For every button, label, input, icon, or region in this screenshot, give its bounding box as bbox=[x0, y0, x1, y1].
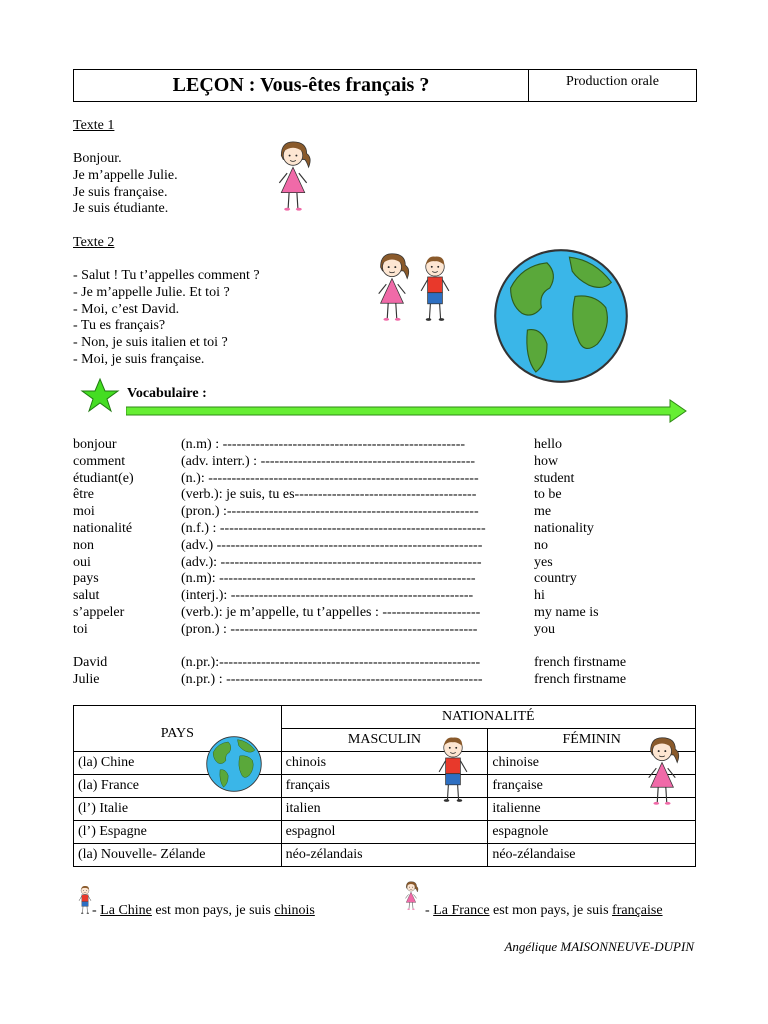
vocab-row: étudiant(e) (n.): ---------------------------------------------------------- student bbox=[73, 470, 575, 486]
column-header-pays: PAYS bbox=[74, 706, 282, 752]
vocab-row: moi (pron.) :------------------------------------------------------ me bbox=[73, 504, 552, 520]
table-row: (la) France français française bbox=[74, 775, 696, 798]
author-signature: Angélique MAISONNEUVE-DUPIN bbox=[504, 939, 694, 954]
column-header-nationalite: NATIONALITÉ bbox=[281, 706, 695, 729]
star-icon bbox=[80, 377, 120, 413]
girl-icon bbox=[402, 880, 420, 912]
boy-icon bbox=[77, 884, 93, 916]
girl-illustration bbox=[370, 250, 414, 326]
vocab-row: salut (interj.): ---------------------------------------------------- hi bbox=[73, 588, 545, 604]
texte1-line: Bonjour. bbox=[73, 151, 122, 166]
vocabulaire-heading: Vocabulaire : bbox=[127, 386, 207, 401]
vocab-row: oui (adv.): -------------------------------------------------------- yes bbox=[73, 554, 553, 570]
vocab-row: s’appeler (verb.): je m’appelle, tu t’appelles : --------------------- my name is bbox=[73, 604, 599, 620]
vocabulary-list bbox=[73, 437, 693, 689]
lesson-type-label: Production orale bbox=[566, 74, 659, 89]
table-header-row bbox=[74, 706, 696, 729]
arrow-icon bbox=[126, 399, 688, 423]
vocab-spacer bbox=[73, 639, 693, 656]
globe-illustration bbox=[491, 246, 631, 386]
table-row: (l’) Italie italien italienne bbox=[74, 798, 696, 821]
nationality-table bbox=[73, 705, 696, 867]
vocab-row: comment (adv. interr.) : ---------------------------------------------- how bbox=[73, 453, 559, 469]
boy-illustration bbox=[414, 252, 456, 326]
texte2-dialogue bbox=[73, 268, 260, 369]
vocab-row: non (adv.) --------------------------------------------------------- no bbox=[73, 537, 548, 553]
example-sentence-left: - La Chine est mon pays, je suis chinois bbox=[92, 903, 315, 918]
example-sentence-right: - La France est mon pays, je suis française bbox=[425, 903, 663, 918]
texte1-body bbox=[73, 151, 178, 218]
dialogue-line: - Moi, c’est David. bbox=[73, 301, 180, 317]
vocab-row: pays (n.m): ------------------------------------------------------- country bbox=[73, 571, 577, 587]
dialogue-line: - Non, je suis italien et toi ? bbox=[73, 335, 228, 351]
vocab-row: être (verb.): je suis, tu es--------------------------------------- to be bbox=[73, 487, 562, 503]
vocab-row: bonjour (n.m) : ---------------------------------------------------- hello bbox=[73, 437, 562, 452]
boy-illustration bbox=[432, 733, 474, 807]
dialogue-line: - Moi, je suis française. bbox=[73, 351, 205, 367]
column-header-masculin: MASCULIN bbox=[281, 729, 488, 752]
girl-illustration bbox=[640, 734, 684, 810]
texte1-line: Je suis étudiante. bbox=[73, 201, 169, 217]
vocab-row: toi (pron.) : ----------------------------------------------------- you bbox=[73, 621, 555, 637]
column-header-feminin: FÉMININ bbox=[488, 729, 696, 752]
globe-illustration bbox=[202, 735, 266, 793]
vocab-name-row: David (n.pr.):-------------------------------------------------------- french firstname bbox=[73, 655, 627, 671]
girl-illustration bbox=[271, 138, 315, 216]
dialogue-line: - Salut ! Tu t’appelles comment ? bbox=[73, 268, 260, 283]
table-row: (la) Nouvelle- Zélande néo-zélandais néo-zélandaise bbox=[74, 844, 696, 867]
texte1-heading: Texte 1 bbox=[73, 118, 115, 133]
table-row: (la) Chine chinois chinoise bbox=[74, 752, 696, 775]
vocab-row: nationalité (n.f.) : --------------------------------------------------------- nationality bbox=[73, 520, 594, 536]
texte1-line: Je m’appelle Julie. bbox=[73, 167, 178, 183]
lesson-title: LEÇON : Vous-êtes français ? bbox=[74, 70, 529, 101]
dialogue-line: - Tu es français? bbox=[73, 318, 166, 334]
dialogue-line: - Je m’appelle Julie. Et toi ? bbox=[73, 284, 230, 300]
lesson-header bbox=[73, 69, 697, 102]
vocab-name-row: Julie (n.pr.) : ------------------------------------------------------- french firstname bbox=[73, 672, 627, 688]
texte1-line: Je suis française. bbox=[73, 184, 168, 200]
table-row: (l’) Espagne espagnol espagnole bbox=[74, 821, 696, 844]
texte2-heading: Texte 2 bbox=[73, 235, 115, 250]
